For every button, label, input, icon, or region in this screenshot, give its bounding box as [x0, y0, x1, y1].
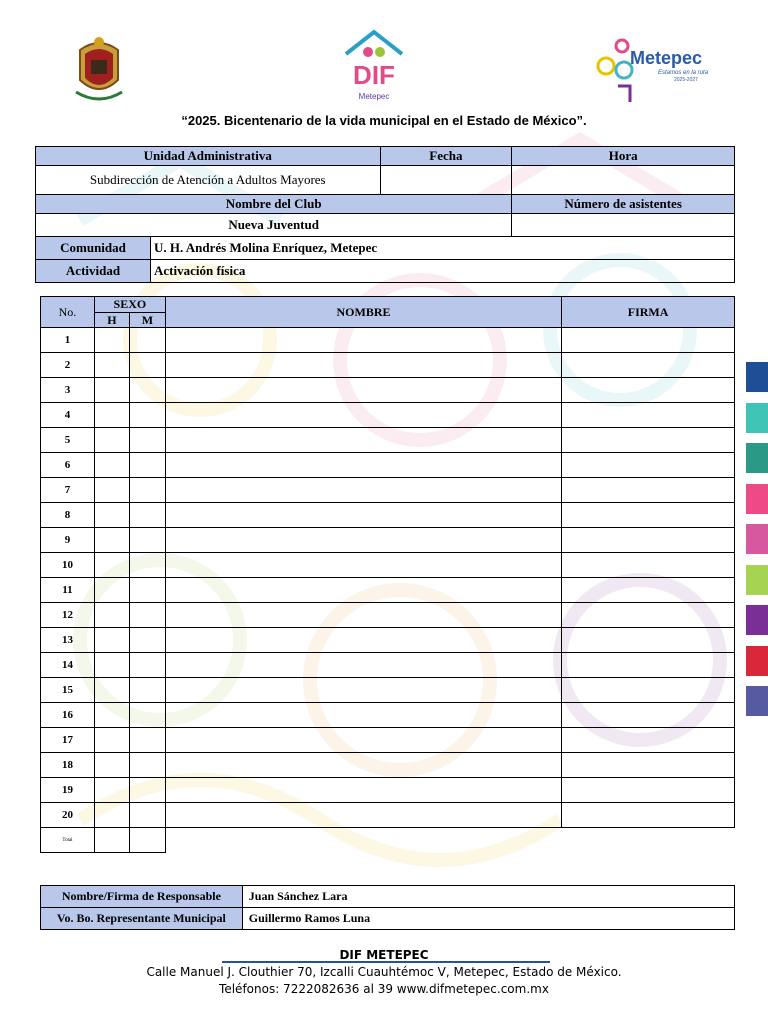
activity-info-table	[35, 146, 735, 283]
h-cell[interactable]	[94, 503, 129, 528]
signature-cell[interactable]	[562, 553, 735, 578]
h-cell[interactable]	[94, 603, 129, 628]
row-number: 15	[41, 678, 95, 703]
m-cell[interactable]	[129, 653, 165, 678]
name-cell[interactable]	[165, 503, 561, 528]
signature-table	[40, 885, 735, 930]
row-number: 17	[41, 728, 95, 753]
m-cell[interactable]	[129, 603, 165, 628]
row-number: 7	[41, 478, 95, 503]
table-row	[41, 378, 735, 403]
col-name-header: NOMBRE	[165, 297, 561, 328]
signature-cell[interactable]	[562, 353, 735, 378]
name-cell[interactable]	[165, 728, 561, 753]
total-h-cell[interactable]	[94, 828, 129, 853]
time-value[interactable]	[512, 166, 735, 195]
color-swatch	[746, 443, 768, 473]
m-cell[interactable]	[129, 503, 165, 528]
name-cell[interactable]	[165, 578, 561, 603]
h-cell[interactable]	[94, 653, 129, 678]
footer	[0, 947, 768, 998]
h-cell[interactable]	[94, 553, 129, 578]
footer-contact: Teléfonos: 7222082636 al 39 www.difmetepec.com.mx	[219, 982, 549, 996]
h-cell[interactable]	[94, 753, 129, 778]
date-value[interactable]	[380, 166, 512, 195]
m-cell[interactable]	[129, 628, 165, 653]
row-number: 5	[41, 428, 95, 453]
signature-cell[interactable]	[562, 728, 735, 753]
motto-line: “2025. Bicentenario de la vida municipal en el Estado de México”.	[181, 113, 587, 128]
table-row	[41, 703, 735, 728]
table-row	[41, 328, 735, 353]
h-cell[interactable]	[94, 628, 129, 653]
m-cell[interactable]	[129, 778, 165, 803]
signature-cell[interactable]	[562, 778, 735, 803]
responsible-label: Nombre/Firma de Responsable	[41, 886, 243, 908]
signature-cell[interactable]	[562, 653, 735, 678]
row-number: 13	[41, 628, 95, 653]
table-row	[41, 728, 735, 753]
signature-cell[interactable]	[562, 703, 735, 728]
m-cell[interactable]	[129, 528, 165, 553]
row-number: 8	[41, 503, 95, 528]
name-cell[interactable]	[165, 753, 561, 778]
table-row	[41, 603, 735, 628]
table-row	[41, 428, 735, 453]
h-cell[interactable]	[94, 703, 129, 728]
h-cell[interactable]	[94, 728, 129, 753]
dif-logo-text: DIF	[353, 60, 395, 90]
signature-cell[interactable]	[562, 428, 735, 453]
table-row	[41, 453, 735, 478]
m-cell[interactable]	[129, 403, 165, 428]
table-row	[41, 778, 735, 803]
row-number: 10	[41, 553, 95, 578]
color-swatch	[746, 646, 768, 676]
table-row	[41, 403, 735, 428]
h-cell[interactable]	[94, 403, 129, 428]
name-cell[interactable]	[165, 353, 561, 378]
signature-cell[interactable]	[562, 503, 735, 528]
attendees-header: Número de asistentes	[512, 195, 735, 214]
col-sex-header: SEXO	[94, 297, 165, 313]
name-cell[interactable]	[165, 628, 561, 653]
m-cell[interactable]	[129, 803, 165, 828]
total-spacer	[165, 828, 734, 853]
color-swatch	[746, 605, 768, 635]
col-no-header: No.	[41, 297, 95, 328]
community-label: Comunidad	[36, 237, 151, 259]
h-cell[interactable]	[94, 578, 129, 603]
h-cell[interactable]	[94, 353, 129, 378]
total-label: Total	[41, 828, 95, 853]
name-cell[interactable]	[165, 653, 561, 678]
name-cell[interactable]	[165, 553, 561, 578]
table-row	[41, 678, 735, 703]
signature-cell[interactable]	[562, 328, 735, 353]
attendance-table	[40, 296, 735, 853]
signature-cell[interactable]	[562, 803, 735, 828]
activity-label: Actividad	[36, 260, 151, 282]
row-number: 9	[41, 528, 95, 553]
signature-cell[interactable]	[562, 403, 735, 428]
m-cell[interactable]	[129, 578, 165, 603]
h-cell[interactable]	[94, 428, 129, 453]
h-cell[interactable]	[94, 778, 129, 803]
name-cell[interactable]	[165, 803, 561, 828]
name-cell[interactable]	[165, 478, 561, 503]
name-cell[interactable]	[165, 778, 561, 803]
signature-cell[interactable]	[562, 453, 735, 478]
responsible-value[interactable]: Juan Sánchez Lara	[242, 886, 734, 908]
name-cell[interactable]	[165, 328, 561, 353]
signature-cell[interactable]	[562, 753, 735, 778]
m-cell[interactable]	[129, 453, 165, 478]
color-swatch	[746, 484, 768, 514]
name-cell[interactable]	[165, 528, 561, 553]
h-cell[interactable]	[94, 453, 129, 478]
table-row	[41, 803, 735, 828]
table-row	[41, 578, 735, 603]
h-cell[interactable]	[94, 328, 129, 353]
color-swatch	[746, 565, 768, 595]
row-number: 1	[41, 328, 95, 353]
activity-value[interactable]: Activación física	[154, 263, 246, 278]
h-cell[interactable]	[94, 528, 129, 553]
signature-cell[interactable]	[562, 678, 735, 703]
color-swatch	[746, 524, 768, 554]
table-row	[41, 628, 735, 653]
row-number: 12	[41, 603, 95, 628]
table-row	[41, 503, 735, 528]
m-cell[interactable]	[129, 478, 165, 503]
metepec-logo	[594, 36, 712, 106]
rep-label: Vo. Bo. Representante Municipal	[41, 908, 243, 930]
rep-value[interactable]: Guillermo Ramos Luna	[242, 908, 734, 930]
m-cell[interactable]	[129, 428, 165, 453]
h-cell[interactable]	[94, 678, 129, 703]
table-row	[41, 753, 735, 778]
unit-value[interactable]: Subdirección de Atención a Adultos Mayores	[36, 166, 381, 195]
attendees-value[interactable]	[512, 214, 735, 237]
row-number: 18	[41, 753, 95, 778]
m-cell[interactable]	[129, 753, 165, 778]
color-swatch	[746, 403, 768, 433]
row-number: 16	[41, 703, 95, 728]
metepec-emblem-icon	[594, 36, 634, 106]
m-cell[interactable]	[129, 728, 165, 753]
row-number: 11	[41, 578, 95, 603]
metepec-logo-text: Metepec	[630, 48, 703, 68]
unit-header: Unidad Administrativa	[36, 147, 381, 166]
dif-logo	[338, 26, 410, 110]
signature-cell[interactable]	[562, 578, 735, 603]
signature-cell[interactable]	[562, 378, 735, 403]
club-value[interactable]: Nueva Juventud	[36, 214, 512, 237]
h-cell[interactable]	[94, 803, 129, 828]
community-value[interactable]: U. H. Andrés Molina Enríquez, Metepec	[154, 240, 378, 255]
name-cell[interactable]	[165, 453, 561, 478]
color-swatch	[746, 686, 768, 716]
col-signature-header: FIRMA	[562, 297, 735, 328]
col-h-header: H	[94, 312, 129, 328]
row-number: 2	[41, 353, 95, 378]
color-swatch	[746, 362, 768, 392]
table-row	[41, 478, 735, 503]
total-row	[41, 828, 735, 853]
footer-org: DIF METEPEC	[339, 948, 429, 962]
table-row	[41, 553, 735, 578]
name-cell[interactable]	[165, 603, 561, 628]
date-header: Fecha	[380, 147, 512, 166]
name-cell[interactable]	[165, 428, 561, 453]
h-cell[interactable]	[94, 378, 129, 403]
m-cell[interactable]	[129, 553, 165, 578]
h-cell[interactable]	[94, 478, 129, 503]
signature-cell[interactable]	[562, 478, 735, 503]
table-row	[41, 353, 735, 378]
row-number: 20	[41, 803, 95, 828]
total-m-cell[interactable]	[129, 828, 165, 853]
m-cell[interactable]	[129, 353, 165, 378]
signature-cell[interactable]	[562, 628, 735, 653]
row-number: 14	[41, 653, 95, 678]
row-number: 3	[41, 378, 95, 403]
coat-of-arms-logo	[72, 32, 126, 106]
m-cell[interactable]	[129, 703, 165, 728]
table-row	[41, 653, 735, 678]
signature-cell[interactable]	[562, 603, 735, 628]
signature-cell[interactable]	[562, 528, 735, 553]
name-cell[interactable]	[165, 403, 561, 428]
metepec-logo-years: 2025-2027	[674, 77, 698, 83]
time-header: Hora	[512, 147, 735, 166]
row-number: 19	[41, 778, 95, 803]
m-cell[interactable]	[129, 378, 165, 403]
name-cell[interactable]	[165, 703, 561, 728]
metepec-logo-tagline: Estamos en la ruta	[658, 70, 709, 76]
m-cell[interactable]	[129, 678, 165, 703]
dif-logo-sub: Metepec	[358, 92, 390, 101]
footer-address: Calle Manuel J. Clouthier 70, Izcalli Cuauhtémoc V, Metepec, Estado de México.	[146, 965, 622, 979]
row-number: 6	[41, 453, 95, 478]
club-header: Nombre del Club	[36, 195, 512, 214]
row-number: 4	[41, 403, 95, 428]
name-cell[interactable]	[165, 678, 561, 703]
name-cell[interactable]	[165, 378, 561, 403]
col-m-header: M	[129, 312, 165, 328]
m-cell[interactable]	[129, 328, 165, 353]
table-row	[41, 528, 735, 553]
